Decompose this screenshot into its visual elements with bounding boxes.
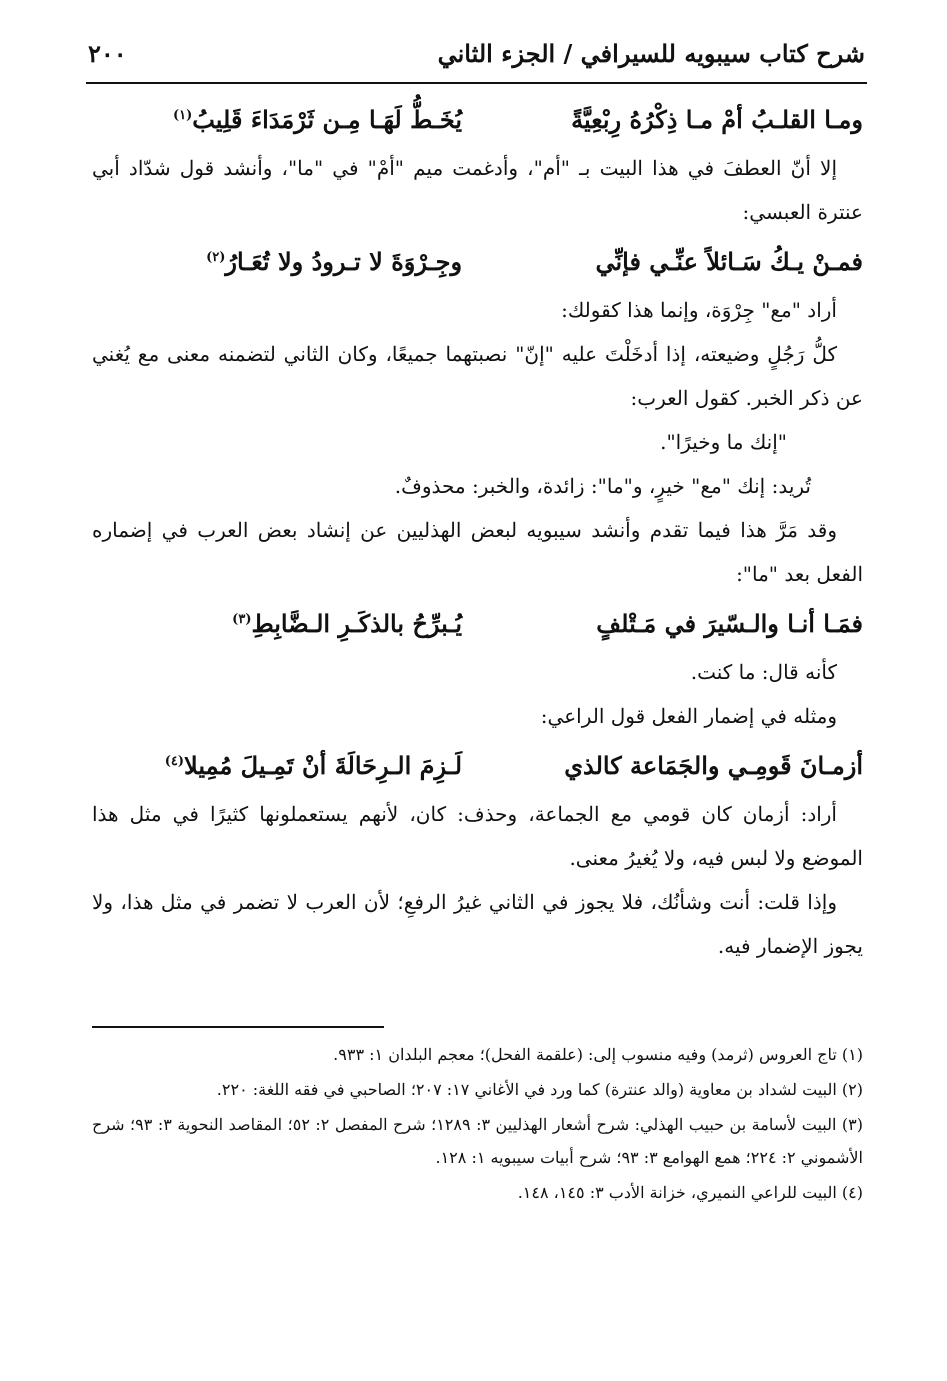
verse-3 — [92, 596, 863, 650]
paragraph-8: ومثله في إضمار الفعل قول الراعي: — [540, 704, 837, 728]
verse-4-second-text: لَـزِمَ الـرِحَالَةَ أنْ تَمِـيلَ مُمِيلا — [184, 750, 463, 780]
footnote-ref-1: (١) — [172, 107, 193, 123]
verse-4-second-hemistich — [92, 751, 462, 780]
running-title: شرح كتاب سيبويه للسيرافي / الجزء الثاني — [437, 38, 865, 68]
paragraph-9: أراد: أزمان كان قومي مع الجماعة، وحذف: كان، لأنهم يستعملونها كثيرًا في مثل هذا الموضع ولا لبس فيه، ولا يُغيرُ معنى. — [92, 802, 863, 870]
verse-1-second-hemistich — [92, 105, 462, 134]
paragraph-10: وإذا قلت: أنت وشأنُك، فلا يجوز في الثاني غيرُ الرفعِ؛ لأن العرب لا تضمر في مثل هذا، ولا يجوز الإضمار فيه. — [92, 890, 863, 958]
footnote-3: (٣) البيت لأسامة بن حبيب الهذلي: شرح أشعار الهذليين ٣: ١٢٨٩؛ شرح المفصل ٢: ٥٢؛ المقاصد النحوية ٣: ٩٣؛ شرح الأشموني ٢: ٢٢٤؛ همع الهوامع ٣: ٩٣؛ شرح أبيات سيبويه ١: ١٢٨. — [92, 1115, 864, 1167]
verse-1 — [92, 92, 863, 146]
footnote-ref-2: (٢) — [206, 249, 226, 265]
verse-3-first-hemistich: فمَـا أنـا والـسّيرَ في مَـتْلفٍ — [596, 608, 863, 638]
footnotes — [92, 1038, 863, 1211]
paragraph-3: كلُّ رَجُلٍ وضيعته، إذا أدخَلْتَ عليه "إنّ" نصبتهما جميعًا، وكان الثاني لتضمنه معنى مع يُغني عن ذكر الخبر. كقول العرب: — [92, 342, 863, 410]
footnote-4: (٤) البيت للراعي النميري، خزانة الأدب ٣: ١٤٥، ١٤٨. — [517, 1183, 863, 1202]
verse-2-second-text: وجِـرْوَةَ لا تـرودُ ولا تُعَـارُ — [225, 246, 463, 276]
verse-2-second-hemistich — [92, 247, 462, 276]
footnote-2: (٢) البيت لشداد بن معاوية (والد عنترة) كما ورد في الأغاني ١٧: ٢٠٧؛ الصاحبي في فقه اللغة: ٢٢٠. — [216, 1080, 863, 1099]
verse-4-first-hemistich: أزمـانَ قَومِـي والجَمَاعة كالذي — [564, 750, 863, 780]
footnote-ref-3: (٣) — [232, 611, 252, 627]
paragraph-6: وقد مَرَّ هذا فيما تقدم وأنشد سيبويه لبعض الهذليين عن إنشاد بعض العرب في إضماره الفعل بعد "ما": — [92, 518, 863, 586]
running-header — [88, 28, 865, 78]
page-number: ٢٠٠ — [88, 38, 127, 68]
verse-4 — [92, 738, 863, 792]
verse-1-first-hemistich: ومـا القلـبُ أمْ مـا ذِكْرُهُ رِبْعِيَّةً — [571, 104, 863, 134]
footnote-separator — [92, 1026, 384, 1028]
verse-2-first-hemistich: فمـنْ يـكُ سَـائلاً عنِّـي فإنِّي — [595, 246, 863, 276]
paragraph-5: تُريد: إنك "مع" خيرٍ، و"ما": زائدة، والخبر: محذوفٌ. — [394, 474, 811, 498]
verse-2 — [92, 234, 863, 288]
main-text — [92, 92, 863, 968]
paragraph-2: أراد "مع" جِرْوَة، وإنما هذا كقولك: — [561, 298, 837, 322]
paragraph-4: "إنك ما وخيرًا". — [660, 430, 787, 454]
paragraph-7: كأنه قال: ما كنت. — [690, 660, 837, 684]
verse-1-second-text: يُخَـطُّ لَهَـا مِـن ثَرْمَدَاءَ قَلِيبُ — [192, 104, 463, 134]
header-rule — [86, 82, 867, 84]
verse-3-second-text: يُـبرِّحُ بالذكَـرِ الـضَّابِطِ — [251, 608, 463, 638]
verse-3-second-hemistich — [92, 609, 462, 638]
footnote-1: (١) تاج العروس (ثرمد) وفيه منسوب إلى: (علقمة الفحل)؛ معجم البلدان ١: ٩٣٣. — [333, 1045, 863, 1064]
paragraph-1: إلا أنّ العطفَ في هذا البيت بـ "أم"، وأدغمت ميم "أمْ" في "ما"، وأنشد قول شدّاد أبي عنترة العبسي: — [92, 156, 863, 224]
footnote-ref-4: (٤) — [164, 753, 185, 769]
